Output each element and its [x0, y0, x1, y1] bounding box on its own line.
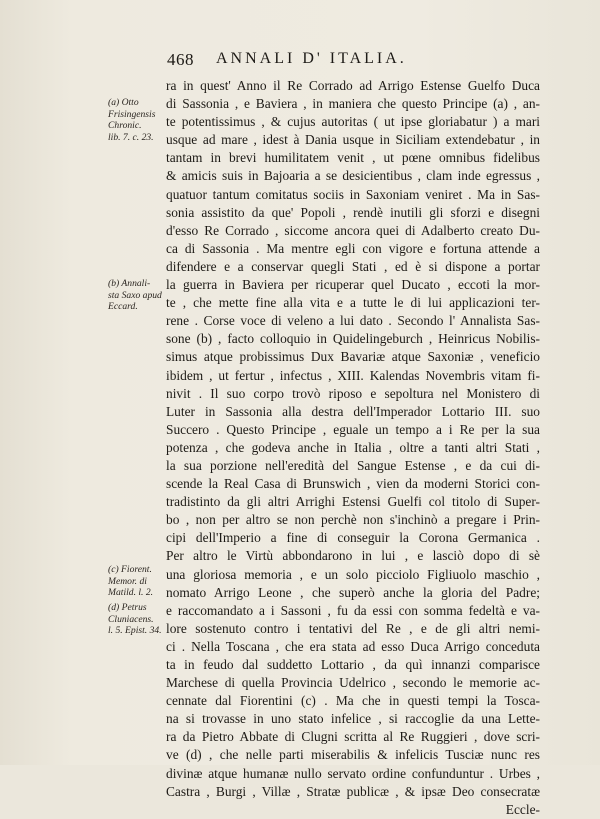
- margin-note-line: (a) Otto: [108, 97, 139, 108]
- text-line: bo , non per altro se non perchè non s'inchinò a pregare i Prin-: [166, 512, 540, 528]
- margin-note-line: lib. 7. c. 23.: [108, 131, 154, 143]
- margin-note-line: Eccard.: [108, 301, 138, 312]
- margin-note-line: sta Saxo apud: [108, 289, 162, 301]
- running-head: ANNALI D' ITALIA.: [216, 50, 407, 67]
- text-line: sonia assistito da que' Popoli , rendè inutili gli sforzi e disegni: [166, 204, 540, 220]
- text-line: cennate dal Fiorentini (c) . Ma che in questi tempi la Tosca-: [166, 693, 540, 709]
- text-line: scende la Real Casa di Brunswich , vien da moderni Storici con-: [166, 476, 540, 492]
- text-line: nomato Arrigo Leone , che superò anche la gloria del Padre;: [166, 584, 540, 600]
- catchword: Eccle-: [505, 801, 540, 817]
- text-line: ci . Nella Toscana , che era stata ad esso Duca Arrigo conceduta: [166, 638, 540, 654]
- margin-note-line: Memor. di: [108, 575, 147, 587]
- text-line: la sua porzione nell'eredità del Sangue Estense , e da cui di-: [166, 457, 540, 473]
- text-line: sone (b) , facto colloquio in Quidelingeburch , Heinricus Nobilis-: [166, 331, 540, 347]
- margin-note-line: Cluniacens.: [108, 613, 154, 625]
- margin-note-line: Matild. l. 2.: [108, 587, 154, 598]
- text-line: Per altro le Virtù abbondarono in lui , e lasciò dopo di sè: [166, 548, 540, 564]
- text-line: usque ad mare , idest à Dania usque in Siciliam extendebatur , in: [166, 132, 540, 148]
- text-line: potenza , che godeva anche in Italia , oltre a tanti altri Stati ,: [166, 439, 540, 455]
- text-line: d'esso Re Corrado , siccome ancora quei di Adalberto creato Du-: [166, 222, 540, 238]
- margin-note-line: (c) Fiorent.: [108, 564, 152, 575]
- text-line: Succero . Questo Principe , eguale un tempo a i Re per la sua: [166, 421, 540, 437]
- text-line: ca di Sassonia . Ma mentre egli con vigore e fortuna attende a: [166, 240, 540, 256]
- page-header: [167, 50, 527, 72]
- text-line: na si trovasse in uno stato infelice , si raccoglie da una Lette-: [166, 711, 540, 727]
- text-line: ta in feudo dal suddetto Lottario , da quì innanzi comparisce: [166, 657, 540, 672]
- margin-note-line: (d) Petrus: [108, 602, 147, 613]
- text-line: quatuor tantum comitatus sociis in Saxoniam veniret . Ma in Sas-: [166, 186, 540, 202]
- text-line: ve (d) , che nelle parti miserabilis & infelicis Tusciæ nunc res: [166, 747, 540, 763]
- margin-note-line: Chronic.: [108, 120, 142, 131]
- margin-note-d: [108, 602, 166, 637]
- text-line: Luter in Sassonia alla destra dell'Imperador Lottario III. suo: [166, 403, 540, 419]
- page-number: 468: [167, 50, 194, 69]
- text-line: simus atque probissimus Dux Bavariæ atque Saxoniæ , veneficio: [166, 349, 540, 365]
- text-line: ra in quest' Anno il Re Corrado ad Arrigo Estense Guelfo Duca: [166, 78, 540, 93]
- text-line: ibidem , ut fertur , infectus , XIII. Kalendas Novembris vitam fi-: [166, 367, 540, 383]
- text-line: te , che mette fine alla vita e a tutte le di lui applicazioni ter-: [166, 295, 540, 311]
- text-line: & amicis suis in Bajoaria a se desicientibus , clam inde egressus ,: [166, 168, 540, 184]
- margin-note-a: [108, 97, 166, 143]
- text-line: ra da Pietro Abbate di Clugni scritta al Re Ruggieri , dove scri-: [166, 729, 540, 745]
- text-line: rene . Corse voce di veleno a lui dato . Secondo l' Annalista Sas-: [166, 313, 540, 329]
- margin-note-line: (b) Annali-: [108, 278, 151, 289]
- margin-note-line: l. 5. Epist. 34.: [108, 625, 162, 636]
- text-line: divinæ atque humanæ nullo servato ordine confunduntur . Urbes ,: [166, 765, 540, 781]
- text-line: tantam in brevi humilitatem venit , ut pœne omnibus fidelibus: [166, 150, 540, 166]
- text-line: cipi dell'Imperio a fine di conseguir la Corona Germanica .: [166, 530, 540, 546]
- margin-note-b: [108, 278, 166, 313]
- text-line: e raccomandato a i Sassoni , fu da essi con somma fedeltà e va-: [166, 602, 540, 618]
- margin-note-line: Frisingensis: [108, 108, 156, 120]
- text-line: te potentissimus , & cujus autoritas ( ut ipse gloriabatur ) a mari: [166, 114, 540, 130]
- text-line: una gloriosa memoria , e un solo picciolo Figliuolo maschio ,: [166, 566, 540, 582]
- text-line: lore sostenuto contro i tentativi del Re , e de gli altri nemi-: [166, 620, 540, 636]
- margin-note-c: [108, 564, 166, 599]
- body-text: [166, 77, 540, 819]
- text-line: Marchese di quella Provincia Udelrico , secondo le memorie ac-: [166, 675, 540, 691]
- text-line: nivit . Il suo corpo trovò riposo e sepoltura nel Monistero di: [166, 385, 540, 401]
- text-line: la guerra in Baviera per ricuperar quel Ducato , eccoti la mor-: [166, 277, 540, 293]
- text-line: di Sassonia , e Baviera , in maniera che questo Principe (a) , an-: [166, 96, 540, 112]
- text-line: tradistinto da gli altri Arrighi Estensi Guelfi col titolo di Super-: [166, 494, 540, 510]
- text-line: Castra , Burgi , Villæ , Stratæ publicæ , & ipsæ Deo consecratæ: [166, 783, 540, 799]
- text-line: difendere e a conservar quegli Stati , ed è si dispone a portar: [166, 258, 540, 274]
